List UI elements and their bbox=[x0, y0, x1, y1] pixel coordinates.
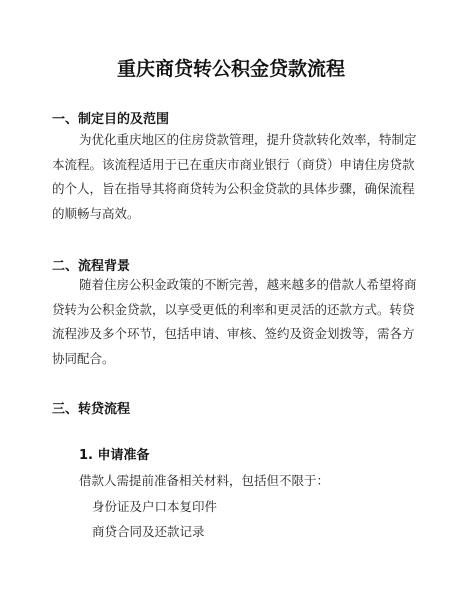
subsection-intro: 借款人需提前准备相关材料，包括但不限于： bbox=[79, 473, 330, 488]
list-item-id-documents: 身份证及户口本复印件 bbox=[92, 499, 218, 514]
section-paragraph-purpose bbox=[52, 128, 417, 226]
list-item-loan-contract: 商贷合同及还款记录 bbox=[92, 524, 205, 539]
subsection-heading-preparation: 1. 申请准备 bbox=[79, 448, 150, 463]
section-heading-process: 三、转贷流程 bbox=[52, 402, 131, 417]
document-title: 重庆商贷转公积金贷款流程 bbox=[116, 58, 345, 80]
section-heading-background: 二、流程背景 bbox=[52, 259, 131, 274]
paragraph-line: 随着住房公积金政策的不断完善，越来越多的借款人希望将商 bbox=[79, 277, 417, 292]
paragraph-line: 为优化重庆地区的住房贷款管理，提升贷款转化效率，特制定 bbox=[79, 132, 417, 147]
paragraph-line: 流程涉及多个环节，包括申请、审核、签约及资金划拨等，需各方 bbox=[52, 326, 415, 341]
section-paragraph-background bbox=[52, 273, 417, 371]
paragraph-line: 协同配合。 bbox=[52, 350, 115, 366]
paragraph-line: 本流程。该流程适用于已在重庆市商业银行（商贷）申请住房贷款 bbox=[52, 156, 415, 172]
paragraph-line: 的顺畅与高效。 bbox=[52, 205, 140, 221]
paragraph-line: 的个人，旨在指导其将商贷转为公积金贷款的具体步骤，确保流程 bbox=[52, 181, 415, 196]
paragraph-line: 贷转为公积金贷款，以享受更低的利率和更灵活的还款方式。转贷 bbox=[52, 301, 415, 317]
section-heading-purpose: 一、制定目的及范围 bbox=[52, 112, 170, 127]
